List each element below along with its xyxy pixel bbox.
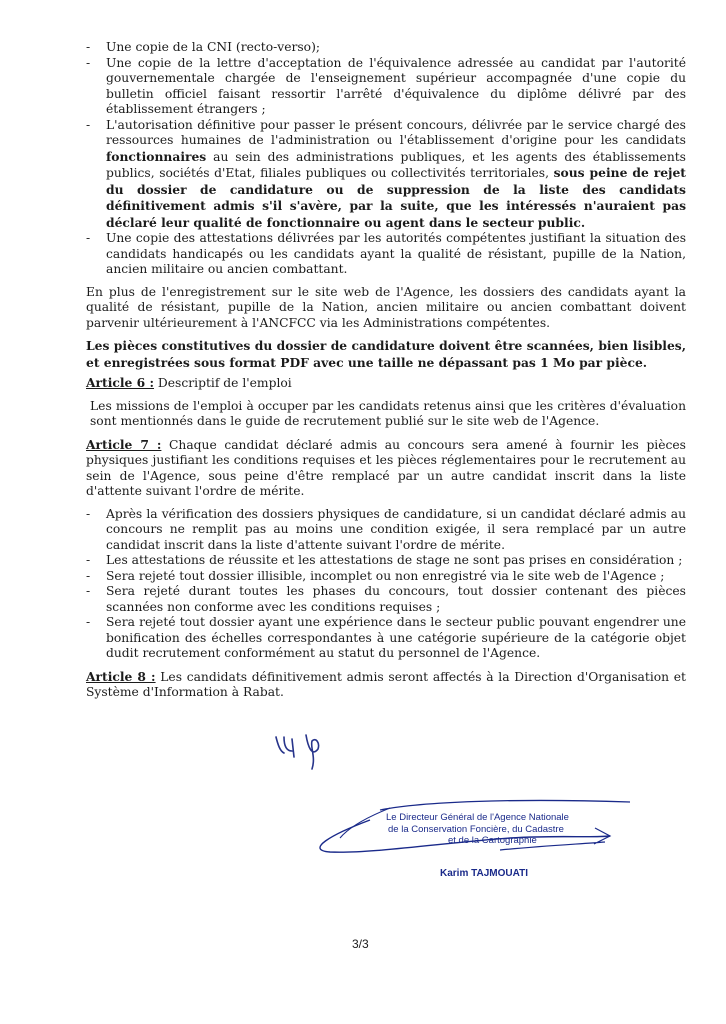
list-item: - Les attestations de réussite et les attestations de stage ne sont pas prises en considération ; [86,553,686,569]
list-item: - Une copie de la CNI (recto-verso); [86,40,686,56]
handwritten-initials [272,727,342,775]
article-6-body: Les missions de l'emploi à occuper par les candidats retenus ainsi que les critères d'évaluation sont mentionnés dans le guide de recrutement publié sur le site web de l'Agence. [90,398,686,428]
list-item: - Une copie de la lettre d'acceptation de l'équivalence adressée au candidat par l'autorité gouvernementale chargée de l'enseignement supérieur accompagnée d'une copie du bulletin officiel faisant ressortir l'arrêté d'équivalence du diplôme délivré par des établissement étrangers ; [86,56,686,118]
list-item: - Sera rejeté durant toutes les phases du concours, tout dossier contenant des pièces scannées non conforme avec les conditions requises ; [86,584,686,615]
article-label: Article 8 : [86,668,156,684]
list-item: - Après la vérification des dossiers physiques de candidature, si un candidat déclaré admis au concours ne remplit pas au moins une condition exigée, il sera remplacé par un autre candidat inscrit dans la liste d'attente suivant l'ordre de mérite. [86,507,686,554]
article-label: Article 6 : [86,375,155,390]
rejection-rules-list [86,507,686,662]
stamp-line: de la Conservation Foncière, du Cadastre [388,824,564,835]
list-item: - Une copie des attestations délivrées par les autorités compétentes justifiant la situation des candidats handicapés ou les candidats ayant la qualité de résistant, pupille de la Nation, ancien militaire ou ancien combattant. [86,231,686,278]
stamp-line: Le Directeur Général de l'Agence Nationale [386,812,569,823]
stamp-line: et de la Cartographie [448,835,537,846]
list-item: - Sera rejeté tout dossier ayant une expérience dans le secteur public pouvant engendrer une bonification des échelles correspondantes à une catégorie supérieure de la catégorie objet dudit recrutement conformément au statut du personnel de l'Agence. [86,615,686,662]
page-number: 3/3 [352,937,369,951]
signature-stamp [310,780,640,890]
article-6-heading: Article 6 : Descriptif de l'emploi [86,375,292,390]
list-item: - Sera rejeté tout dossier illisible, incomplet ou non enregistré via le site web de l'Agence ; [86,569,686,585]
signatory-name: Karim TAJMOUATI [440,868,528,879]
required-documents-list [86,40,686,278]
document-body [86,40,686,701]
list-item: - L'autorisation définitive pour passer le présent concours, délivrée par le service chargé des ressources humaines de l'administration ou l'établissement d'origine pour les candidats fonctionnaires au sein des administrations publiques, et les agents des établissements publics, sociétés d'Etat, filiales publiques ou collectivités territoriales, sous peine de rejet du dossier de candidature ou de suppression de la liste des candidats définitivement admis s'il s'avère, par la suite, que les intéressés n'auraient pas déclaré leur qualité de fonctionnaire ou agent dans le secteur public. [86,118,686,232]
paragraph-agence: En plus de l'enregistrement sur le site web de l'Agence, les dossiers des candidats ayant la qualité de résistant, pupille de la Nation, ancien militaire ou ancien combattant doivent parvenir ultérieurement à l'ANCFCC via les Administrations compétentes. [86,284,686,330]
article-label: Article 7 : [86,436,162,452]
article-8: Article 8 : Les candidats définitivement admis seront affectés à la Direction d'Organisation et Système d'Information à Rabat. [86,668,686,699]
bold-text: sous peine de rejet du dossier de candidature ou de suppression de la liste des candidats définitivement admis s'il s'avère, par la suite, que les intéressés n'auraient pas déclaré leur qualité de fonctionnaire ou agent dans le secteur public. [106,165,686,230]
article-7: Article 7 : Chaque candidat déclaré admis au concours sera amené à fournir les pièces physiques justifiant les conditions requises et les pièces réglementaires pour le recrutement au sein de l'Agence, sous peine d'être remplacé par un autre candidat inscrit dans la liste d'attente suivant l'ordre de mérite. [86,436,686,498]
paragraph-pieces: Les pièces constitutives du dossier de candidature doivent être scannées, bien lisibles, et enregistrées sous format PDF avec une taille ne dépassant pas 1 Mo par pièce. [86,338,686,370]
bold-text: fonctionnaires [106,148,207,164]
